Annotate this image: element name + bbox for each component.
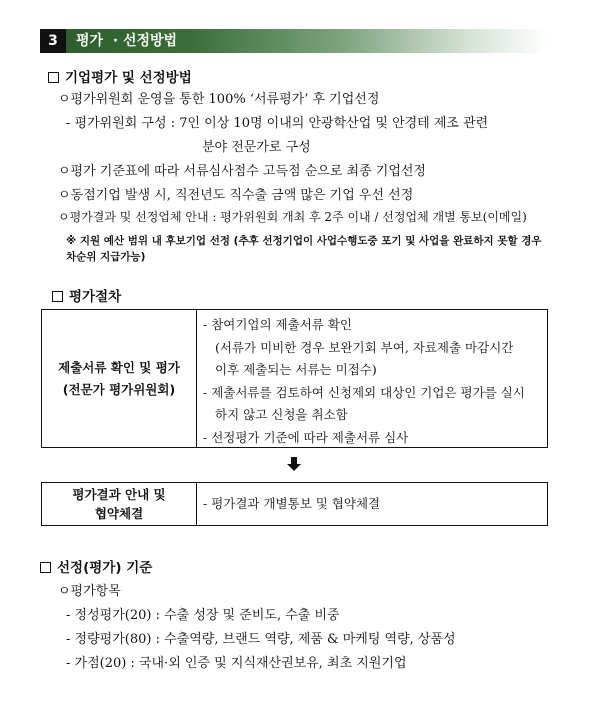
procedure-line: (서류가 미비한 경우 보완기회 부여, 자료제출 마감시간 — [215, 339, 514, 355]
section1-item-4: ㅇ동점기업 발생 시, 직전년도 직수출 금액 많은 기업 우선 선정 — [58, 188, 414, 203]
procedure-line: - 제출서류를 검토하여 신청제외 대상인 기업은 평가를 실시 — [203, 384, 525, 400]
arrow-down-icon — [286, 456, 302, 472]
section1-item-5: ㅇ평가결과 및 선정업체 안내 : 평가위원회 개최 후 2주 이내 / 선정업체 개별 통보(이메일) — [58, 210, 527, 224]
section-header-bar — [40, 29, 548, 53]
procedure-label-1: 제출서류 확인 및 평가 (전문가 평가위원회) — [42, 310, 197, 447]
section-number: 3 — [40, 29, 66, 53]
section1-item-1: ㅇ평가위원회 운영을 통한 100% ‘서류평가’ 후 기업선정 — [58, 92, 380, 107]
section3-heading: 선정(평가) 기준 — [40, 556, 152, 576]
procedure-line: - 참여기업의 제출서류 확인 — [203, 317, 352, 332]
procedure-line: 하지 않고 신청을 취소함 — [215, 407, 348, 422]
checkbox-square-icon — [40, 562, 51, 573]
procedure-table-1 — [41, 309, 548, 448]
procedure-label-2: 평가결과 안내 및 협약체결 — [42, 483, 197, 525]
procedure-line: 이후 제출되는 서류는 미접수) — [215, 362, 377, 377]
section1-item-2: - 평가위원회 구성 : 7인 이상 10명 이내의 안광학산업 및 안경테 제조 관련 — [66, 116, 489, 131]
section3-item-3: - 정량평가(80) : 수출역량, 브랜드 역량, 제품 & 마케팅 역량, 상품성 — [66, 632, 456, 647]
procedure-content-2: - 평가결과 개별통보 및 협약체결 — [203, 495, 381, 511]
section1-item-2-cont: 분야 전문가로 구성 — [202, 140, 311, 155]
section3-item-4: - 가점(20) : 국내·외 인증 및 지식재산권보유, 최초 지원기업 — [66, 656, 407, 671]
section1-item-3: ㅇ평가 기준표에 따라 서류심사점수 고득점 순으로 최종 기업선정 — [58, 164, 426, 179]
section3-item-2: - 정성평가(20) : 수출 성장 및 준비도, 수출 비중 — [66, 608, 340, 623]
section1-heading: 기업평가 및 선정방법 — [48, 66, 192, 86]
section2-heading: 평가절차 — [52, 285, 121, 305]
procedure-content-1 — [197, 310, 547, 447]
section3-item-1: ㅇ평가항목 — [58, 584, 121, 599]
section1-note: ※ 지원 예산 범위 내 후보기업 선정 (추후 선정기업이 사업수행도중 포기 및 사업을 완료하지 못할 경우 차순위 지급가능) — [66, 235, 542, 263]
procedure-line: - 선정평가 기준에 따라 제출서류 심사 — [203, 429, 409, 445]
checkbox-square-icon — [52, 291, 63, 302]
section-title: 평가 · 선정방법 — [76, 33, 178, 49]
checkbox-square-icon — [48, 72, 59, 83]
procedure-table-2 — [41, 482, 548, 526]
